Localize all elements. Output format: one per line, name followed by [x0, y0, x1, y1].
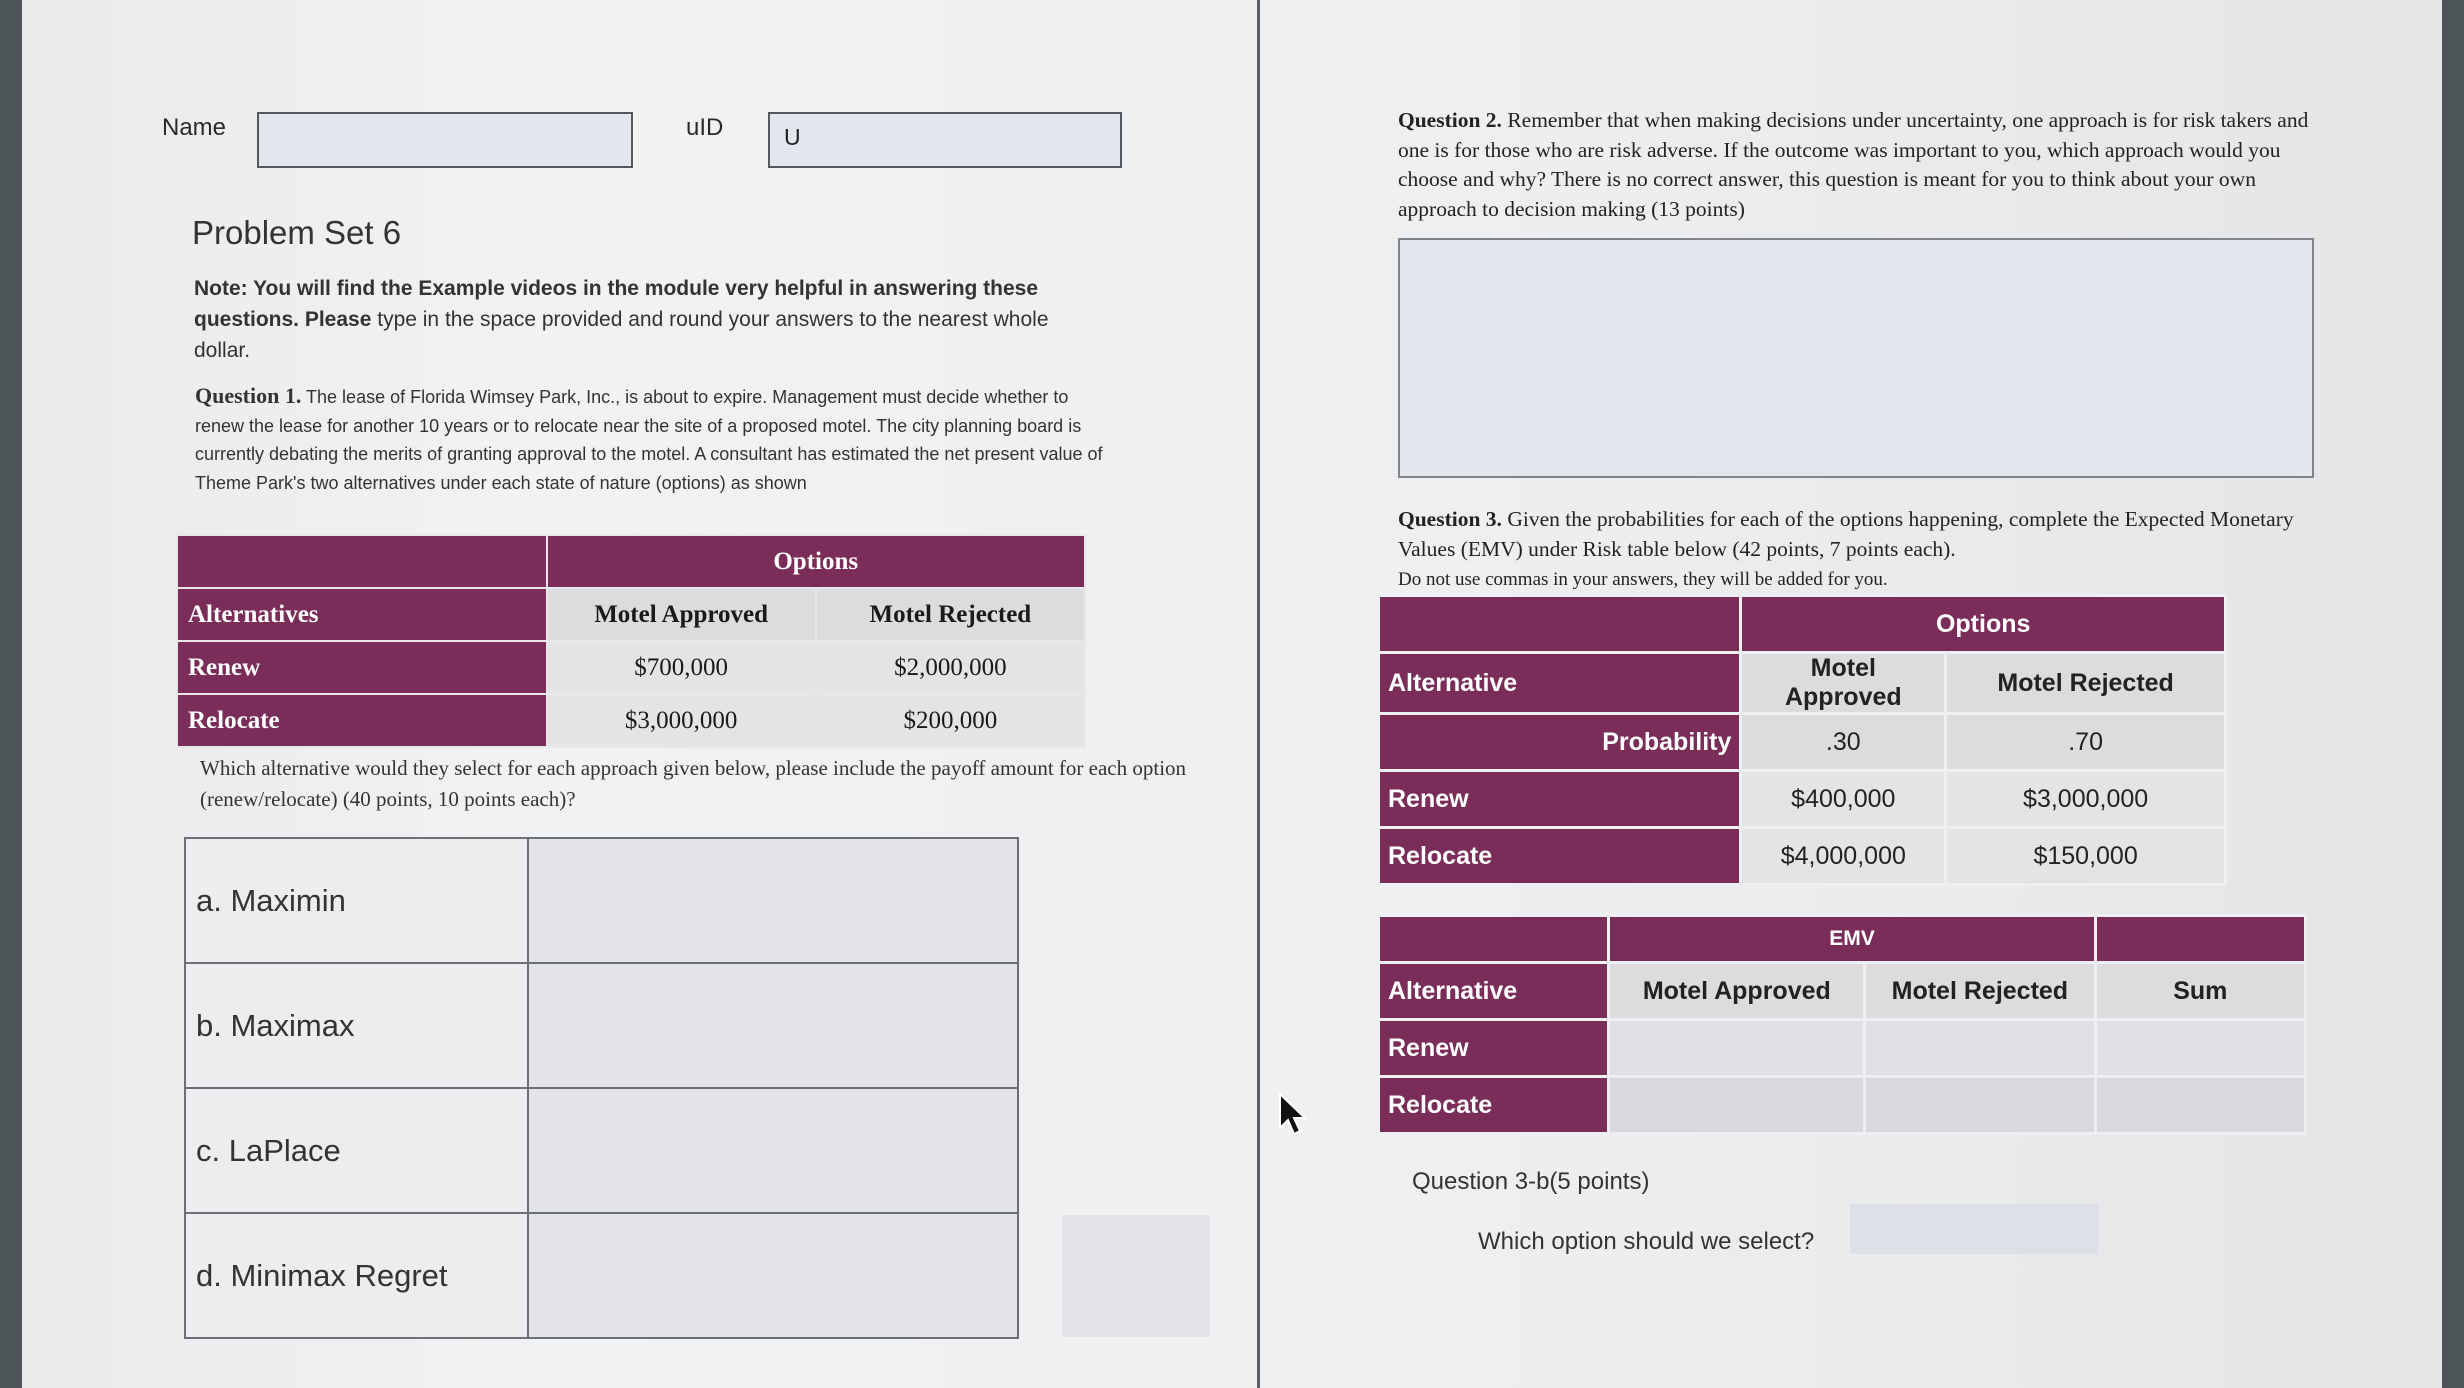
- payoff-row-relocate: Relocate: [177, 694, 547, 747]
- risk-col-motel-approved: Motel Approved: [1741, 653, 1946, 714]
- emv-row-renew: Renew: [1379, 1020, 1609, 1077]
- payoff-cell: $700,000: [547, 641, 816, 694]
- question-1-instruction: Which alternative would they select for each approach given below, please include the payoff amount for each option (renew/relocate) (40 points, 10 points each)?: [200, 756, 1187, 811]
- question-3-text: [1398, 505, 2298, 595]
- mouse-pointer-icon: [1278, 1092, 1308, 1138]
- question-2-label: Question 2.: [1398, 108, 1502, 132]
- uid-input-value: U: [784, 124, 801, 150]
- emv-col-motel-rejected: Motel Rejected: [1865, 963, 2095, 1020]
- uid-input[interactable]: [768, 112, 1122, 168]
- payoff-cell: $3,000,000: [547, 694, 816, 747]
- name-input[interactable]: [257, 112, 633, 168]
- risk-col-motel-rejected: Motel Rejected: [1946, 653, 2226, 714]
- problem-title: Problem Set 6: [192, 214, 402, 251]
- question-2-answer-box[interactable]: [1398, 238, 2314, 478]
- payoff-options-header: Options: [547, 535, 1086, 588]
- note-bold: Note: You will find the Example videos in the module very helpful in answering these questions. Please: [194, 277, 1039, 331]
- emv-input-cell[interactable]: [1865, 1077, 2095, 1134]
- risk-cell: $4,000,000: [1741, 828, 1946, 885]
- uid-label: uID: [686, 114, 724, 141]
- payoff-cell: $200,000: [816, 694, 1085, 747]
- payoff-alternatives-header: Alternatives: [177, 588, 547, 641]
- risk-row-renew: Renew: [1379, 771, 1741, 828]
- answer-input-extension: [1062, 1215, 1210, 1337]
- emv-col-motel-approved: Motel Approved: [1609, 963, 1865, 1020]
- emv-col-sum: Sum: [2095, 963, 2305, 1020]
- emv-header-sum-cell: [2095, 916, 2305, 963]
- select-option-question: Which option should we select?: [1478, 1228, 1815, 1255]
- risk-probability-cell: .70: [1946, 714, 2226, 771]
- question-3b-label: Question 3-b(5 points): [1412, 1168, 1650, 1195]
- question-3-label: Question 3.: [1398, 507, 1502, 531]
- note-text: [194, 273, 1094, 366]
- payoff-corner-cell: [177, 535, 547, 588]
- page-divider: [1257, 0, 1260, 1388]
- answer-input-maximax[interactable]: [528, 963, 1018, 1088]
- risk-row-relocate: Relocate: [1379, 828, 1741, 885]
- answer-label-maximax: b. Maximax: [185, 963, 528, 1088]
- risk-probability-cell: .30: [1741, 714, 1946, 771]
- answer-input-maximin[interactable]: [528, 838, 1018, 963]
- risk-options-header: Options: [1741, 596, 2226, 653]
- question-1-body: The lease of Florida Wimsey Park, Inc., is about to expire. Management must decide whether to renew the lease for another 10 years or to relocate near the site of a proposed motel. The city planning board is currently debating the merits of granting approval to the motel. A consultant has estimated the net present value of Theme Park's two alternatives under each state of nature (options) as shown: [195, 387, 1103, 493]
- question-1-label: Question 1.: [195, 383, 302, 408]
- payoff-col-motel-approved: Motel Approved: [547, 588, 816, 641]
- emv-input-cell[interactable]: [1609, 1077, 1865, 1134]
- select-option-input[interactable]: [1850, 1204, 2098, 1254]
- answer-input-laplace[interactable]: [528, 1088, 1018, 1213]
- document-page: [22, 0, 2442, 1388]
- risk-corner-cell: [1379, 596, 1741, 653]
- question-2-body: Remember that when making decisions under uncertainty, one approach is for risk takers and one is for those who are risk adverse. If the outcome was important to you, which approach would you choose and why? There is no correct answer, this question is meant for you to think about your own approach to decision making (13 points): [1398, 108, 2309, 221]
- answer-label-maximin: a. Maximin: [185, 838, 528, 963]
- emv-input-cell[interactable]: [2095, 1020, 2305, 1077]
- emv-corner-cell: [1379, 916, 1609, 963]
- payoff-cell: $2,000,000: [816, 641, 1085, 694]
- question-1-text: [195, 382, 1115, 497]
- answer-label-laplace: c. LaPlace: [185, 1088, 528, 1213]
- note-rest: type in the space provided and round your answers to the nearest whole dollar.: [194, 308, 1049, 362]
- emv-header: EMV: [1609, 916, 2095, 963]
- question-3-body: Given the probabilities for each of the options happening, complete the Expected Monetary Values (EMV) under Risk table below (42 points, 7 points each).: [1398, 507, 2294, 561]
- risk-probability-label: Probability: [1379, 714, 1741, 771]
- payoff-col-motel-rejected: Motel Rejected: [816, 588, 1085, 641]
- emv-table: [1377, 914, 2307, 1135]
- emv-input-cell[interactable]: [2095, 1077, 2305, 1134]
- risk-cell: $400,000: [1741, 771, 1946, 828]
- emv-alternative-header: Alternative: [1379, 963, 1609, 1020]
- answer-input-minimax-regret[interactable]: [528, 1213, 1018, 1338]
- payoff-row-renew: Renew: [177, 641, 547, 694]
- question-2-text: [1398, 106, 2318, 224]
- answer-label-minimax-regret: d. Minimax Regret: [185, 1213, 528, 1338]
- risk-table: [1377, 594, 2227, 886]
- payoff-table: [176, 534, 1086, 748]
- emv-row-relocate: Relocate: [1379, 1077, 1609, 1134]
- answer-table: [184, 837, 1019, 1339]
- risk-alternative-header: Alternative: [1379, 653, 1741, 714]
- risk-cell: $150,000: [1946, 828, 2226, 885]
- name-label: Name: [162, 114, 227, 141]
- risk-cell: $3,000,000: [1946, 771, 2226, 828]
- emv-input-cell[interactable]: [1609, 1020, 1865, 1077]
- emv-input-cell[interactable]: [1865, 1020, 2095, 1077]
- question-3-subtext: Do not use commas in your answers, they will be added for you.: [1398, 569, 1888, 590]
